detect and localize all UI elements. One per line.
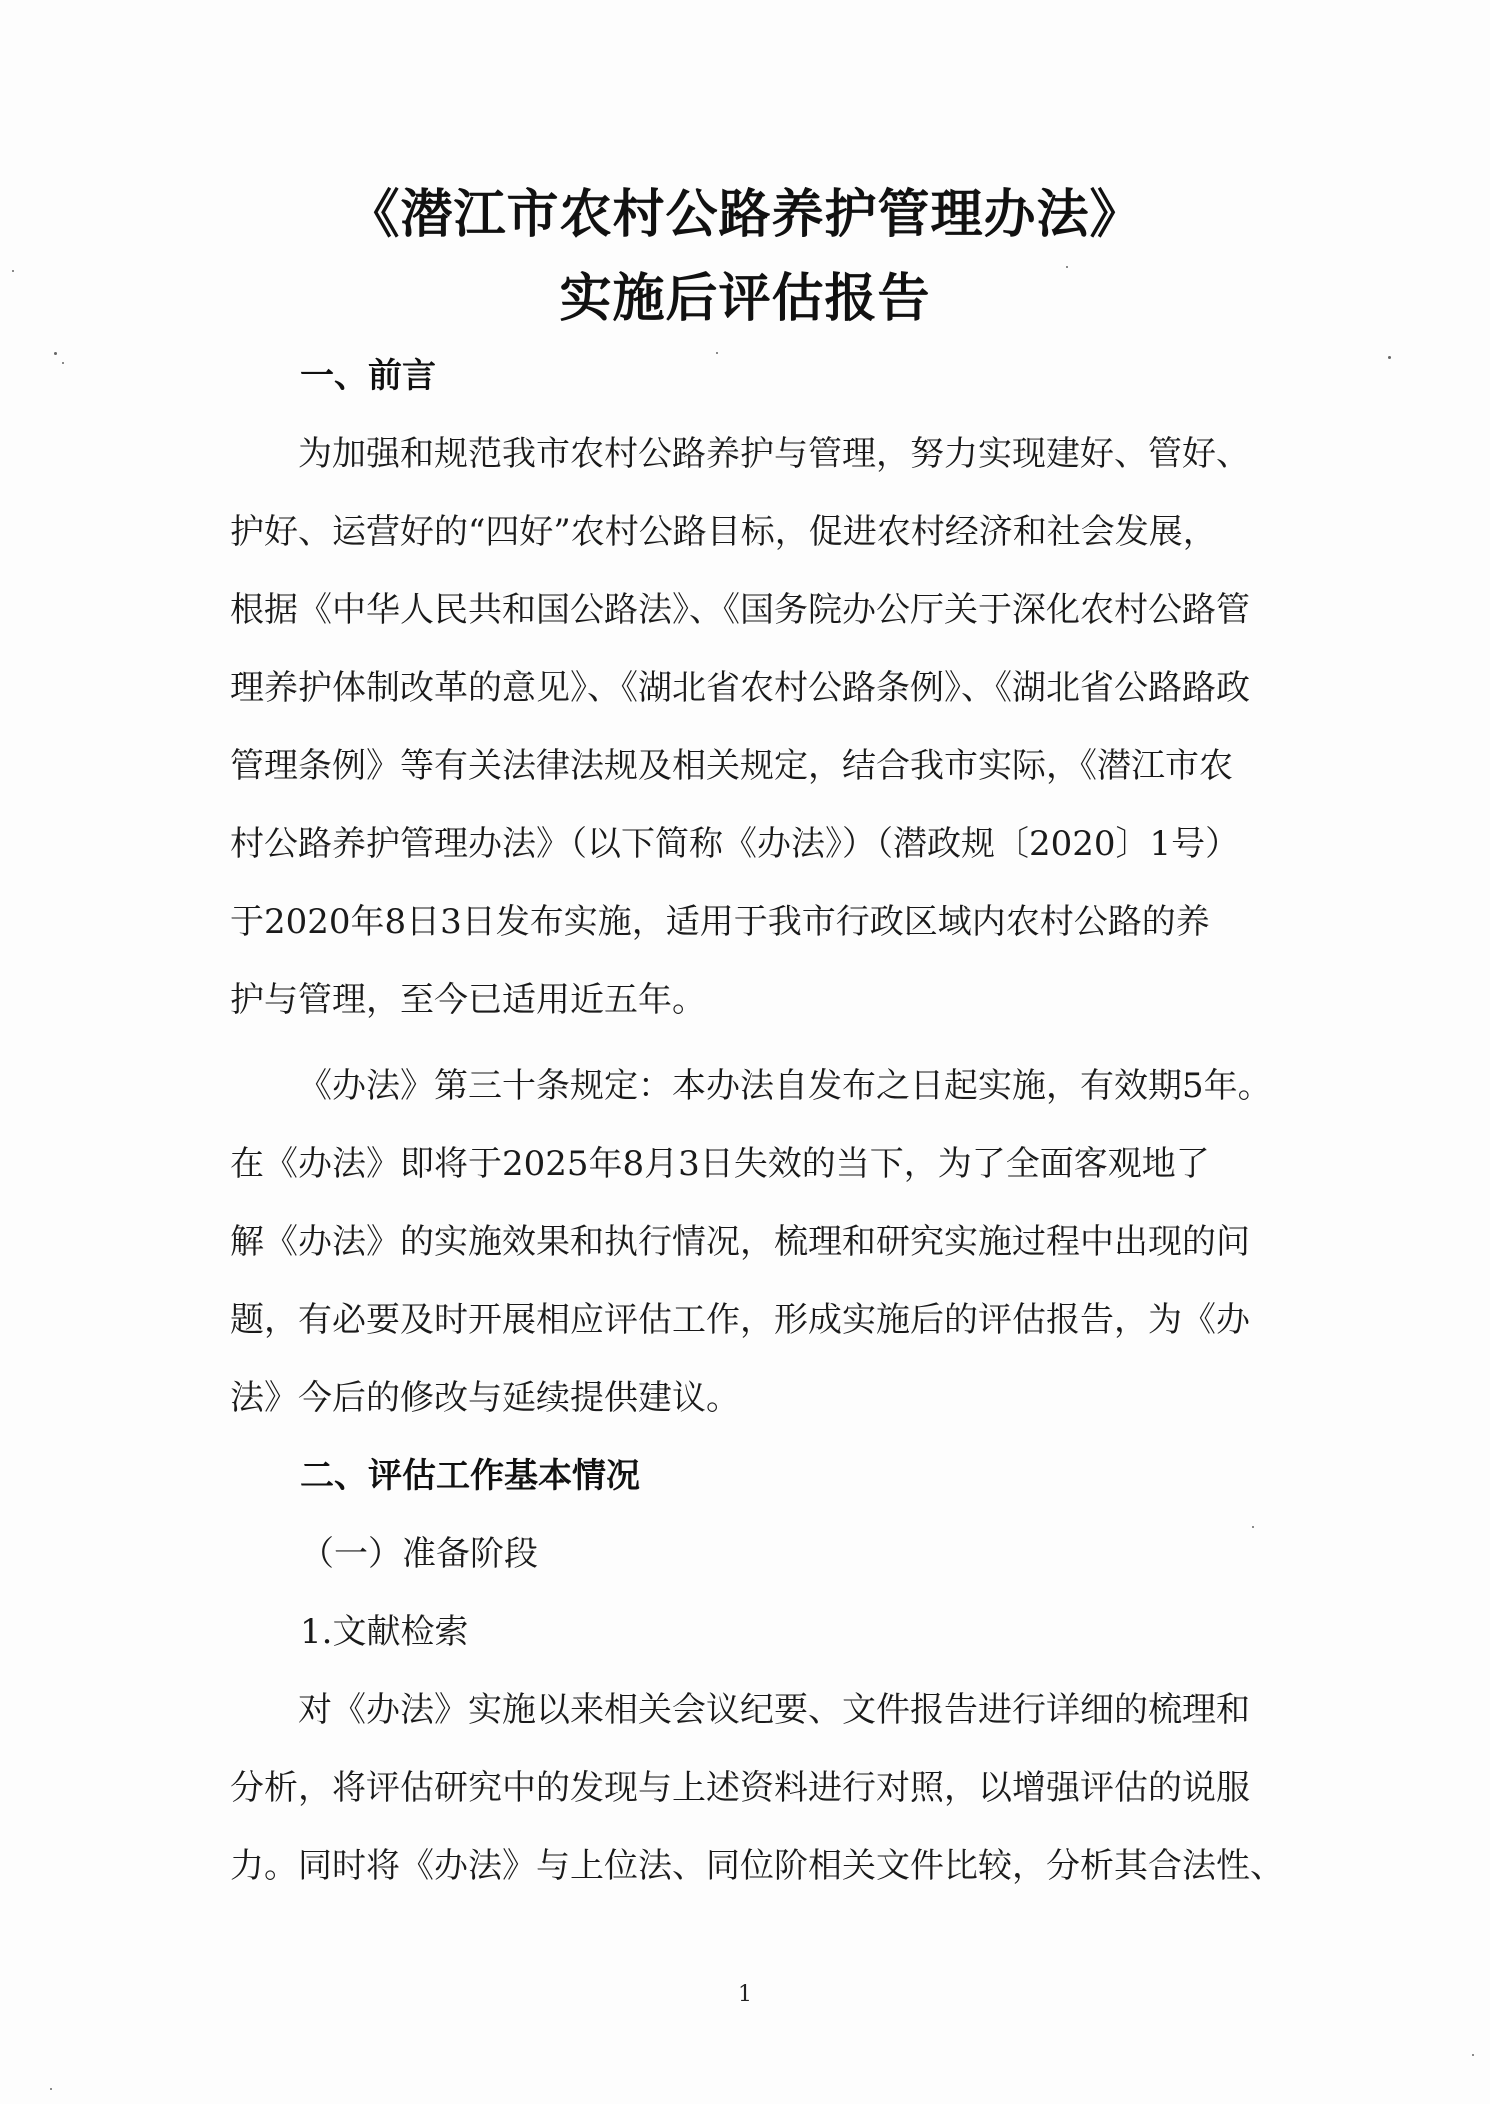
para1-line: 于2020年8日3日发布实施，适用于我市行政区域内农村公路的养 <box>230 902 1210 942</box>
para3-line: 对《办法》实施以来相关会议纪要、文件报告进行详细的梳理和 <box>298 1690 1250 1730</box>
scan-speck <box>62 362 64 364</box>
section1-heading: 一、前言 <box>300 356 436 396</box>
para1-line: 村公路养护管理办法》（以下简称《办法》）（潜政规〔2020〕1号） <box>230 824 1240 864</box>
para2-line: 解《办法》的实施效果和执行情况，梳理和研究实施过程中出现的问 <box>230 1222 1250 1262</box>
section2-heading: 二、评估工作基本情况 <box>300 1456 640 1496</box>
scan-speck <box>1472 2054 1474 2056</box>
scan-speck <box>1252 1526 1254 1528</box>
scan-speck <box>12 270 14 272</box>
para3-line: 力。同时将《办法》与上位法、同位阶相关文件比较，分析其合法性、 <box>230 1846 1284 1886</box>
para2-line: 法》今后的修改与延续提供建议。 <box>230 1378 740 1418</box>
para1-line: 管理条例》等有关法律法规及相关规定，结合我市实际，《潜江市农 <box>230 746 1233 786</box>
scan-speck <box>1066 266 1068 268</box>
para1-line: 理养护体制改革的意见》、《湖北省农村公路条例》、《湖北省公路路政 <box>230 668 1250 708</box>
para1-line: 护好、运营好的“四好”农村公路目标，促进农村经济和社会发展， <box>230 512 1217 552</box>
item-heading: 1.文献检索 <box>300 1612 469 1652</box>
para1-line: 为加强和规范我市农村公路养护与管理，努力实现建好、管好、 <box>298 434 1250 474</box>
document-title-line2: 实施后评估报告 <box>559 269 931 329</box>
scan-speck <box>1388 356 1391 359</box>
subsection-heading: （一）准备阶段 <box>300 1534 538 1574</box>
para2-line: 《办法》第三十条规定：本办法自发布之日起实施，有效期5年。 <box>298 1066 1272 1106</box>
scan-speck <box>50 2088 52 2090</box>
para1-line: 护与管理，至今已适用近五年。 <box>230 980 706 1020</box>
scan-speck <box>716 352 718 354</box>
page-number: 1 <box>738 1982 752 2007</box>
document-title-line1: 《潜江市农村公路养护管理办法》 <box>347 185 1143 245</box>
para3-line: 分析，将评估研究中的发现与上述资料进行对照，以增强评估的说服 <box>230 1768 1250 1808</box>
para2-line: 题，有必要及时开展相应评估工作，形成实施后的评估报告，为《办 <box>230 1300 1250 1340</box>
para2-line: 在《办法》即将于2025年8月3日失效的当下，为了全面客观地了 <box>230 1144 1210 1184</box>
para1-line: 根据《中华人民共和国公路法》、《国务院办公厅关于深化农村公路管 <box>230 590 1250 630</box>
scan-speck <box>54 352 57 355</box>
